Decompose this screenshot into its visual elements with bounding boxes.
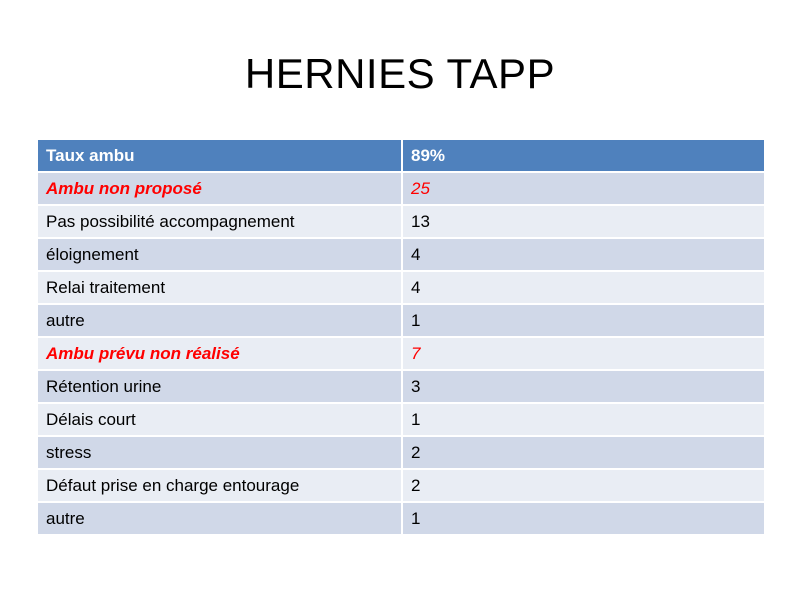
row-label-cell: autre [38, 502, 402, 535]
data-table [38, 140, 764, 536]
row-value-cell: 1 [402, 502, 764, 535]
row-value-cell: 13 [402, 205, 764, 238]
row-value-cell: 4 [402, 238, 764, 271]
row-label-cell: Rétention urine [38, 370, 402, 403]
row-label-cell: Délais court [38, 403, 402, 436]
table-row [38, 172, 764, 205]
table-row [38, 403, 764, 436]
table-row [38, 337, 764, 370]
row-value-cell: 1 [402, 403, 764, 436]
table-row [38, 271, 764, 304]
row-label-cell: Ambu non proposé [38, 172, 402, 205]
table-header-row [38, 140, 764, 172]
table-row [38, 370, 764, 403]
row-label-cell: Relai traitement [38, 271, 402, 304]
row-value-cell: 2 [402, 436, 764, 469]
row-value-cell: 3 [402, 370, 764, 403]
row-value-cell: 7 [402, 337, 764, 370]
row-label-cell: Pas possibilité accompagnement [38, 205, 402, 238]
row-label-cell: éloignement [38, 238, 402, 271]
row-value-cell: 4 [402, 271, 764, 304]
table-row [38, 304, 764, 337]
table-row [38, 469, 764, 502]
row-label-cell: autre [38, 304, 402, 337]
row-label-cell: stress [38, 436, 402, 469]
row-value-cell: 25 [402, 172, 764, 205]
slide-title: HERNIES TAPP [244, 50, 556, 97]
row-value-cell: 1 [402, 304, 764, 337]
header-value-cell: 89% [402, 140, 764, 172]
table-row [38, 436, 764, 469]
table-row [38, 502, 764, 535]
header-label-cell: Taux ambu [38, 140, 402, 172]
table-row [38, 205, 764, 238]
table-row [38, 238, 764, 271]
row-label-cell: Défaut prise en charge entourage [38, 469, 402, 502]
row-label-cell: Ambu prévu non réalisé [38, 337, 402, 370]
row-value-cell: 2 [402, 469, 764, 502]
